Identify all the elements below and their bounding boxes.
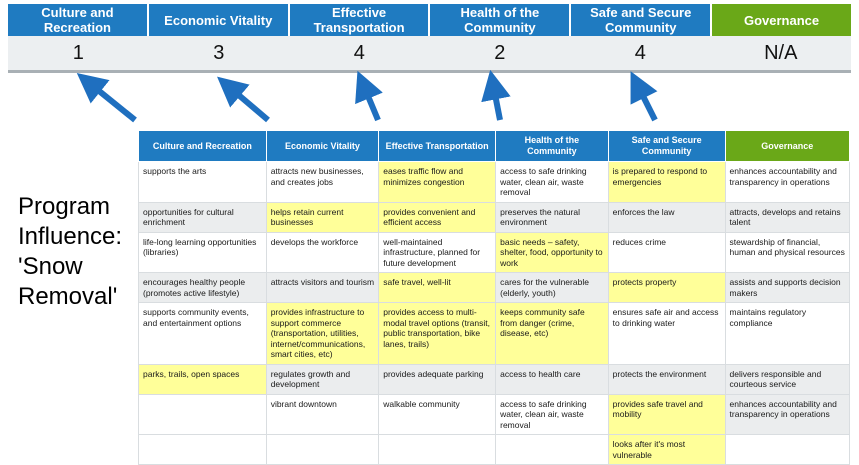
table-row [139, 364, 850, 394]
table-row [139, 303, 850, 365]
strategic-outcomes-matrix [138, 130, 850, 465]
arrow-health-of-the-community [493, 84, 500, 120]
goal-header-culture-and-recreation: Culture and Recreation [8, 4, 149, 36]
matrix-cell: provides infrastructure to support commerce (transportation, utilities, internet/communications, smart cities, etc) [266, 303, 379, 365]
goal-header-safe-and-secure-community: Safe and Secure Community [571, 4, 712, 36]
matrix-cell: looks after it's most vulnerable [608, 435, 725, 465]
matrix-header-row [139, 131, 850, 162]
matrix-cell: provides safe travel and mobility [608, 394, 725, 435]
matrix-cell: helps retain current businesses [266, 202, 379, 232]
matrix-cell: opportunities for cultural enrichment [139, 202, 267, 232]
matrix-cell [266, 435, 379, 465]
table-row [139, 162, 850, 203]
matrix-cell [139, 394, 267, 435]
matrix-cell: attracts visitors and tourism [266, 273, 379, 303]
matrix-cell: keeps community safe from danger (crime, disease, etc) [496, 303, 609, 365]
matrix-header-health-of-the-community: Health of the Community [496, 131, 609, 162]
matrix-cell: well-maintained infrastructure, planned for future development [379, 232, 496, 273]
arrow-effective-transportation [363, 84, 378, 120]
score-health-of-the-community: 2 [494, 41, 506, 64]
matrix-cell: life-long learning opportunities (libraries) [139, 232, 267, 273]
arrow-culture-and-recreation [88, 82, 135, 120]
matrix-cell: assists and supports decision makers [725, 273, 849, 303]
matrix-cell: provides access to multi-modal travel options (transit, public transportation, bike lanes, trails) [379, 303, 496, 365]
matrix-cell: is prepared to respond to emergencies [608, 162, 725, 203]
matrix-cell: provides convenient and efficient access [379, 202, 496, 232]
matrix-cell: delivers responsible and courteous service [725, 364, 849, 394]
matrix-cell: reduces crime [608, 232, 725, 273]
matrix-cell: enhances accountability and transparency in operations [725, 162, 849, 203]
table-row [139, 435, 850, 465]
matrix-cell: encourages healthy people (promotes active lifestyle) [139, 273, 267, 303]
matrix-cell: regulates growth and development [266, 364, 379, 394]
matrix-cell: preserves the natural environment [496, 202, 609, 232]
matrix-cell: supports the arts [139, 162, 267, 203]
matrix-cell [379, 435, 496, 465]
table-row [139, 273, 850, 303]
program-influence-caption: Program Influence: 'Snow Removal' [18, 193, 123, 310]
matrix-cell: protects the environment [608, 364, 725, 394]
matrix-cell [725, 435, 849, 465]
matrix-cell [496, 435, 609, 465]
score-economic-vitality: 3 [213, 41, 225, 64]
goal-header-health-of-the-community: Health of the Community [430, 4, 571, 36]
matrix-cell: access to safe drinking water, clean air, waste removal [496, 394, 609, 435]
matrix-header-effective-transportation: Effective Transportation [379, 131, 496, 162]
score-safe-and-secure-community: 4 [634, 41, 646, 64]
matrix-cell: enhances accountability and transparency in operations [725, 394, 849, 435]
table-row [139, 232, 850, 273]
matrix-cell: access to safe drinking water, clean air, waste removal [496, 162, 609, 203]
goal-header-effective-transportation: Effective Transportation [290, 4, 431, 36]
matrix-header-economic-vitality: Economic Vitality [266, 131, 379, 162]
matrix-cell: attracts, develops and retains talent [725, 202, 849, 232]
matrix-cell: ensures safe air and access to drinking water [608, 303, 725, 365]
matrix-header-governance: Governance [725, 131, 849, 162]
arrow-economic-vitality [228, 86, 268, 120]
goal-header-strip [8, 4, 851, 36]
table-row [139, 202, 850, 232]
matrix-cell: provides adequate parking [379, 364, 496, 394]
matrix-cell [139, 435, 267, 465]
score-strip [8, 36, 851, 73]
matrix-cell: cares for the vulnerable (elderly, youth) [496, 273, 609, 303]
matrix-cell: eases traffic flow and minimizes congestion [379, 162, 496, 203]
score-governance: N/A [764, 41, 798, 64]
goal-header-governance: Governance [712, 4, 851, 36]
matrix-cell: walkable community [379, 394, 496, 435]
matrix-cell: supports community events, and entertainment options [139, 303, 267, 365]
score-effective-transportation: 4 [353, 41, 365, 64]
goal-header-economic-vitality: Economic Vitality [149, 4, 290, 36]
matrix-cell: access to health care [496, 364, 609, 394]
arrow-safe-and-secure-community [637, 84, 655, 120]
matrix-cell: maintains regulatory compliance [725, 303, 849, 365]
matrix-header-culture-and-recreation: Culture and Recreation [139, 131, 267, 162]
matrix-header-safe-and-secure-community: Safe and Secure Community [608, 131, 725, 162]
matrix-cell: basic needs – safety, shelter, food, opportunity to work [496, 232, 609, 273]
arrow-layer [0, 70, 859, 132]
matrix-cell: enforces the law [608, 202, 725, 232]
matrix-cell: attracts new businesses, and creates jobs [266, 162, 379, 203]
matrix-cell: stewardship of financial, human and physical resources [725, 232, 849, 273]
matrix-cell: safe travel, well-lit [379, 273, 496, 303]
matrix-cell: protects property [608, 273, 725, 303]
score-culture-and-recreation: 1 [72, 41, 84, 64]
matrix-cell: parks, trails, open spaces [139, 364, 267, 394]
table-row [139, 394, 850, 435]
matrix-cell: vibrant downtown [266, 394, 379, 435]
matrix-cell: develops the workforce [266, 232, 379, 273]
